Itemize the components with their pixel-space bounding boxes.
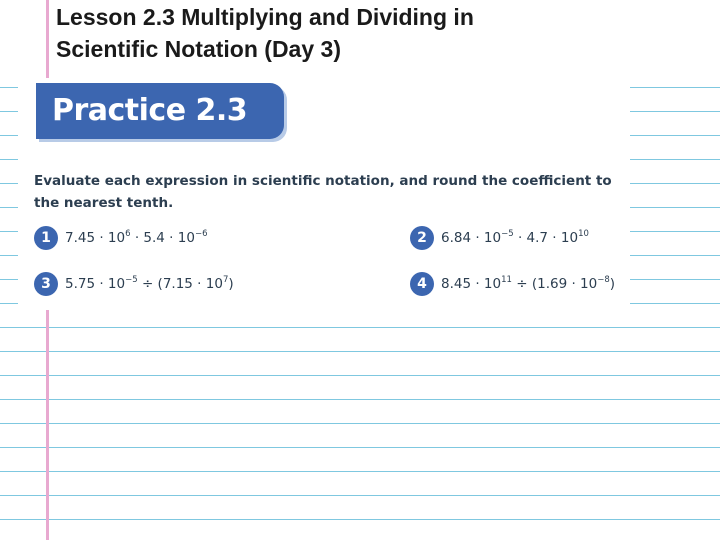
problem-expression: $7.45 \cdot 10^6 \cdot 5.4 \cdot 10^{-6}$ bbox=[65, 229, 208, 246]
problem-expression: $5.75 \cdot 10^{-5} \div (7.15 \cdot 10^7)$ bbox=[65, 275, 234, 292]
practice-badge-label: Practice 2.3 bbox=[52, 93, 248, 128]
problem-number-badge: 1 bbox=[34, 226, 58, 250]
problem-expression: $6.84 \cdot 10^{-5} \cdot 4.7 \cdot 10^{10}$ bbox=[441, 229, 589, 246]
page-title-line-1: Lesson 2.3 Multiplying and Dividing in bbox=[56, 4, 474, 30]
problem-number-badge: 4 bbox=[410, 272, 434, 296]
problem-number-badge: 3 bbox=[34, 272, 58, 296]
page-title-line-2: Scientific Notation (Day 3) bbox=[56, 36, 341, 62]
practice-panel bbox=[18, 78, 630, 310]
problem-number-badge: 2 bbox=[410, 226, 434, 250]
instructions-text: Evaluate each expression in scientific notation, and round the coefficient to the nearest tenth. bbox=[34, 173, 612, 211]
practice-badge bbox=[36, 83, 284, 139]
page-title bbox=[56, 1, 474, 65]
problem-expression: $8.45 \cdot 10^{11} \div (1.69 \cdot 10^{-8})$ bbox=[441, 275, 616, 292]
